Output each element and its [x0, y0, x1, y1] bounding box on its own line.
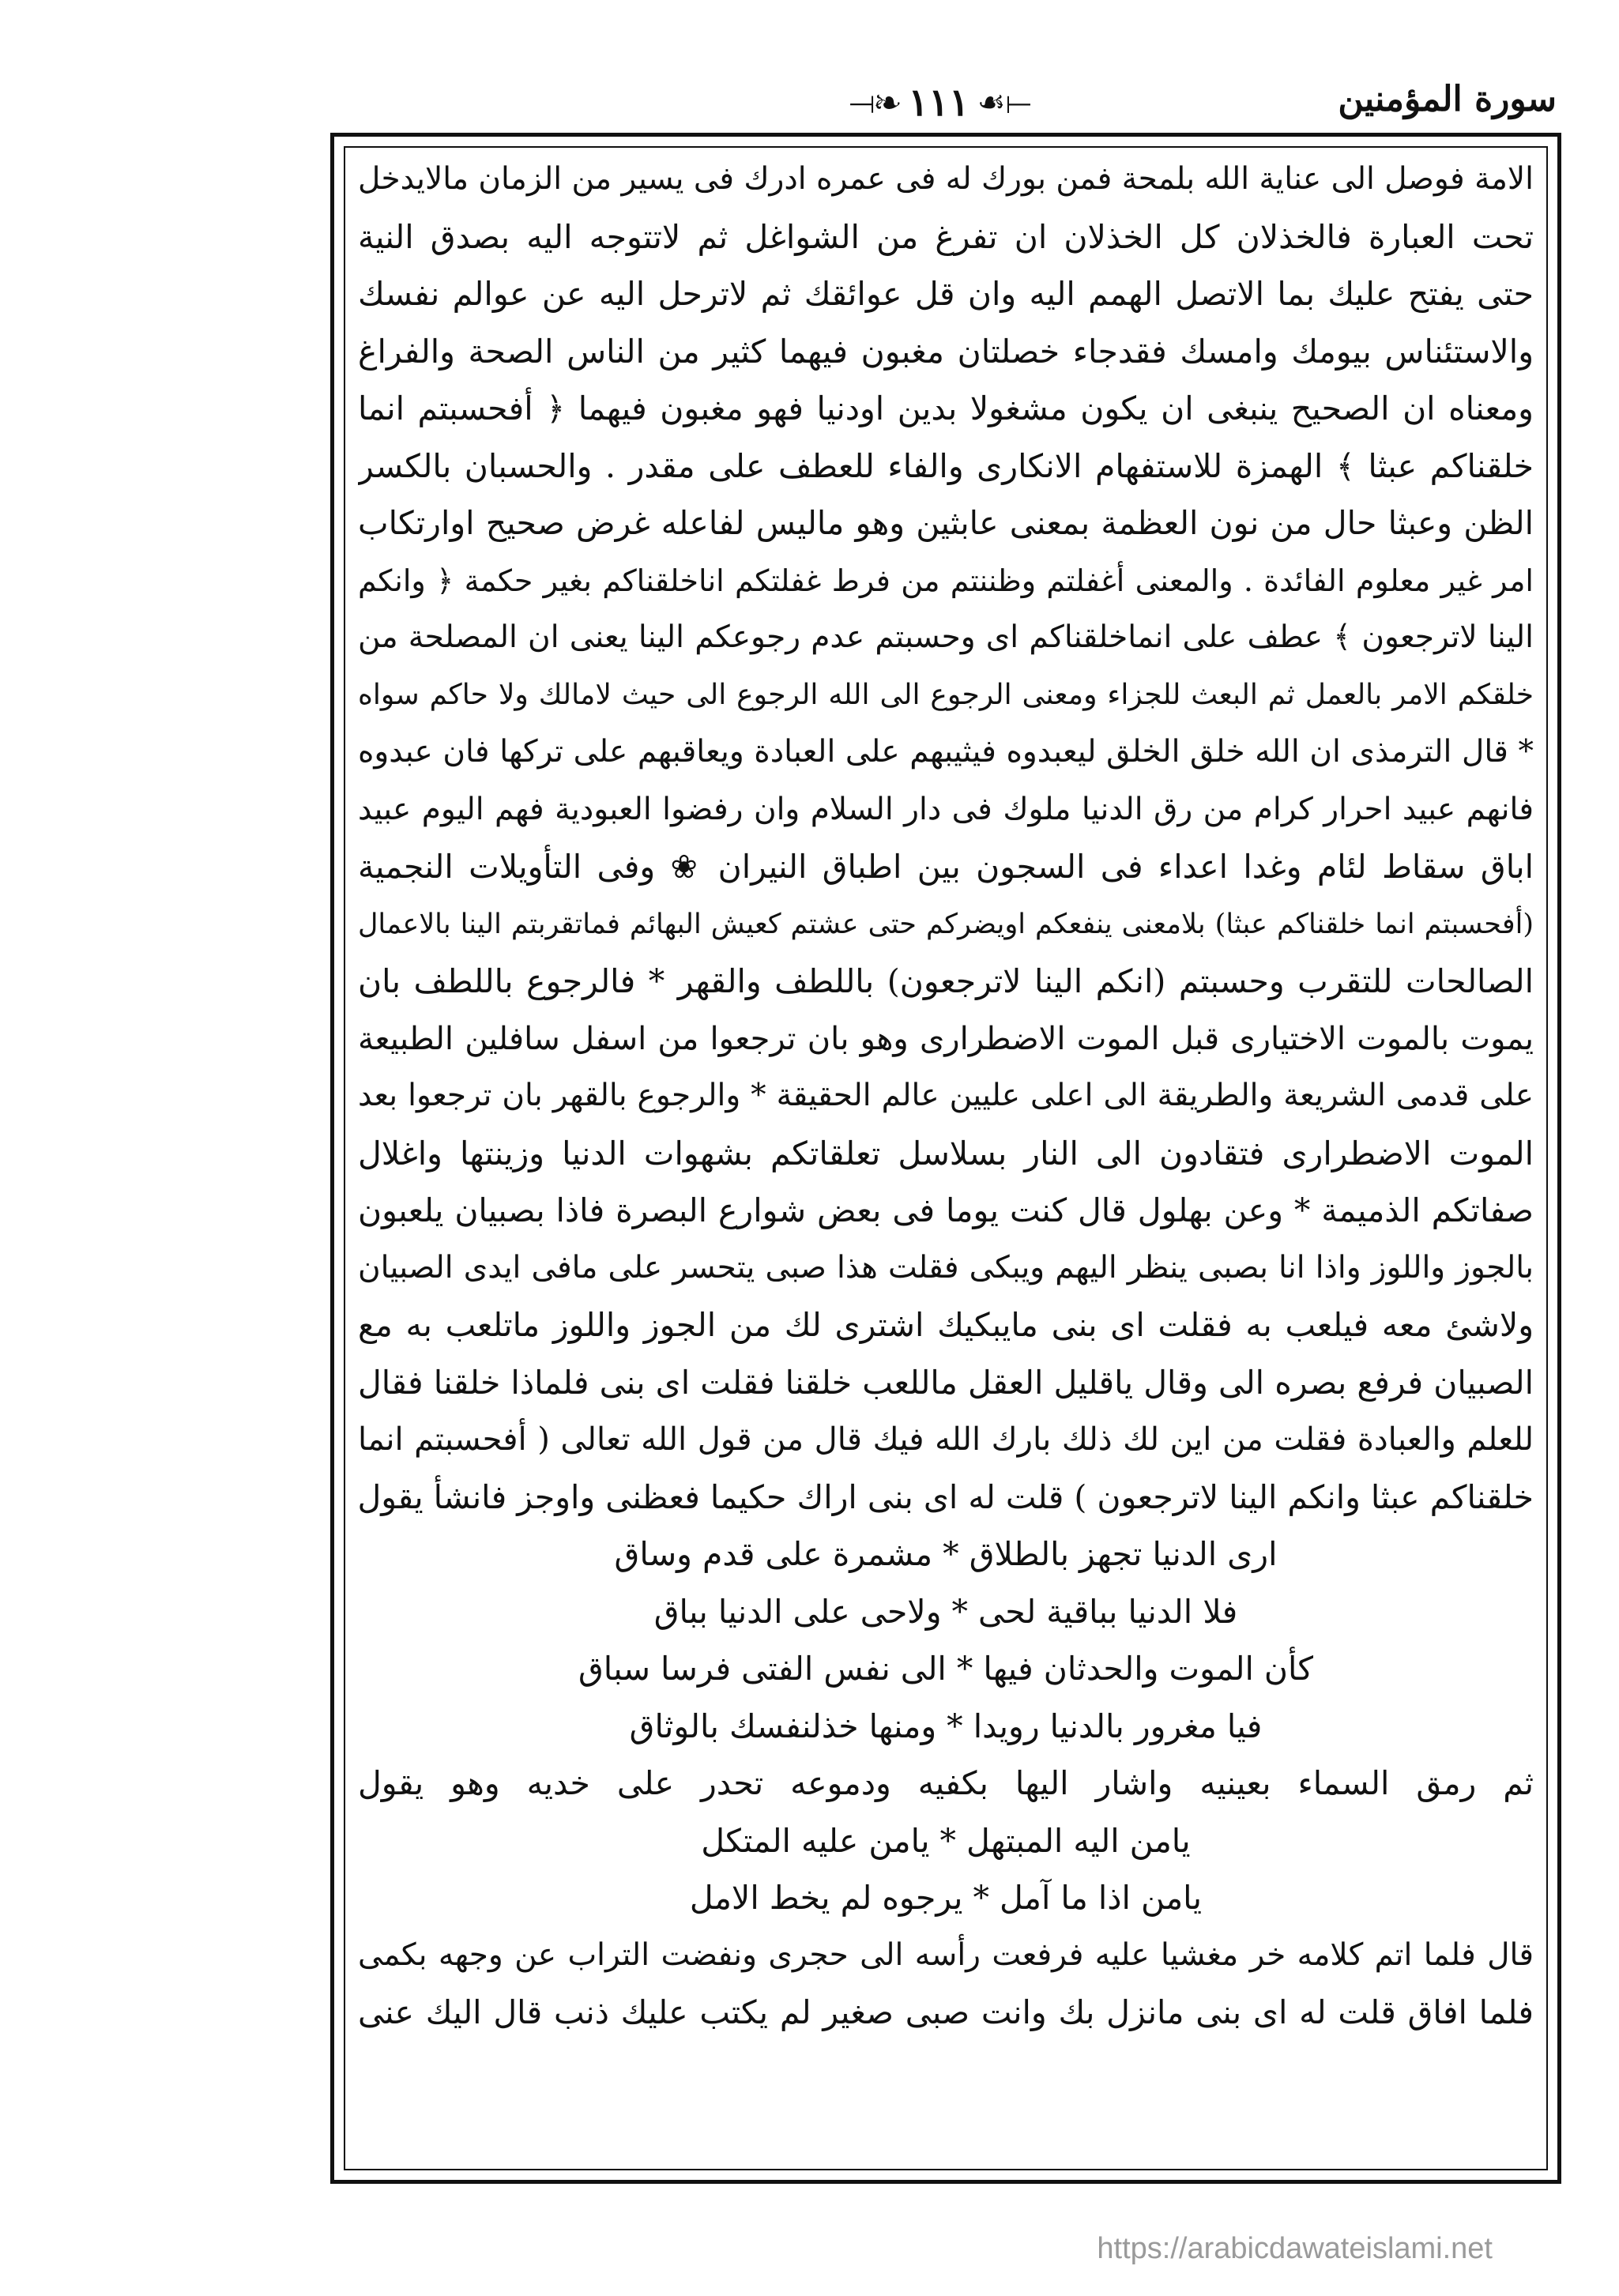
text-line: الينا لاترجعون ﴾ عطف على انماخلقناكم اى وحسبتم عدم رجوعكم الينا يعنى ان المصلحة من [358, 619, 1534, 655]
page-number: ١١١ [908, 81, 970, 125]
text-line: خلقكم الامر بالعمل ثم البعث للجزاء ومعنى الرجوع الى الله الرجوع الى حيث لامالك ولا حاكم سواه [358, 678, 1534, 711]
watermark-url: https://arabicdawateislami.net [1097, 2232, 1493, 2265]
page-number-group [766, 77, 1114, 128]
text-line: خلقناكم عبثا ﴾ الهمزة للاستفهام الانكارى والفاء للعطف على مقدر . والحسبان بالكسر [358, 446, 1534, 485]
text-line: صفاتكم الذميمة * وعن بهلول قال كنت يوما فى بعض شوارع البصرة فاذا بصبيان يلعبون [358, 1191, 1534, 1229]
ornament-right-icon: ☙⟝ [977, 85, 1032, 121]
text-line: ثم رمق السماء بعينيه واشار اليها بكفيه ودموعه تحدر على خديه وهو يقول [358, 1764, 1534, 1802]
text-line: ومعناه ان الصحيح ينبغى ان يكون مشغولا بدين اودنيا فهو مغبون فيهما ﴿ أفحسبتم انما [358, 390, 1534, 427]
text-line: الصالحات للتقرب وحسبتم (انكم الينا لاترجعون) باللطف والقهر * فالرجوع باللطف بان [358, 962, 1534, 1000]
poem-verse: فلا الدنيا بباقية لحى * ولاحى على الدنيا بباق [653, 1592, 1238, 1631]
text-line: تحت العبارة فالخذلان كل الخذلان ان تفرغ من الشواغل ثم لاتتوجه اليه بصدق النية [358, 217, 1534, 256]
text-line: والاستئناس بيومك وامسك فقدجاء خصلتان مغبون فيهما كثير من الناس الصحة والفراغ [358, 332, 1534, 371]
page-header [324, 73, 1557, 136]
text-frame [330, 133, 1561, 2184]
poem-verse: يامن اذا ما آمل * يرجوه لم يخط الامل [689, 1879, 1203, 1917]
text-line: الموت الاضطرارى فتقادون الى النار بسلاسل تعلقاتكم بشهوات الدنيا وزينتها واغلال [358, 1134, 1534, 1172]
text-line: امر غير معلوم الفائدة . والمعنى أغفلتم وظننتم من فرط غفلتكم اناخلقناكم بغير حكمة ﴿ وانكم [358, 563, 1534, 598]
text-line: بالجوز واللوز واذا انا بصبى ينظر اليهم ويبكى فقلت هذا صبى يتحسر على مافى ايدى الصبيان [358, 1249, 1534, 1285]
poem-verse: يامن اليه المبتهل * يامن عليه المتكل [701, 1821, 1191, 1860]
poem-verse: فيا مغرور بالدنيا رويدا * ومنها خذلنفسك بالوثاق [629, 1707, 1263, 1745]
text-line: فلما افاق قلت له اى بنى مانزل بك وانت صبى صغير لم يكتب عليك ذنب قال اليك عنى [358, 1993, 1534, 2031]
surah-title: سورة المؤمنين [1338, 79, 1557, 119]
text-line: يموت بالموت الاختيارى قبل الموت الاضطرارى وهو بان ترجعوا من اسفل سافلين الطبيعة [358, 1020, 1534, 1057]
text-line: (أفحسبتم انما خلقناكم عبثا) بلامعنى ينفعكم اويضركم حتى عشتم كعيش البهائم فماتقربتم الينا بالاعمال [358, 908, 1534, 940]
text-line: ولاشئ معه فيلعب به فقلت اى بنى مايبكيك اشترى لك من الجوز واللوز ماتلعب به مع [358, 1306, 1534, 1344]
text-line: الامة فوصل الى عناية الله بلمحة فمن بورك له فى عمره ادرك فى يسير من الزمان مالايدخل [358, 161, 1534, 197]
text-body [358, 151, 1534, 2169]
text-line: اباق سقاط لئام وغدا اعداء فى السجون بين اطباق النيران ❀ وفى التأويلات النجمية [358, 848, 1534, 886]
text-line: الصبيان فرفع بصره الى وقال ياقليل العقل ماللعب خلقنا فقلت اى بنى فلماذا خلقنا فقال [358, 1363, 1534, 1402]
text-line: على قدمى الشريعة والطريقة الى اعلى عليين عالم الحقيقة * والرجوع بالقهر بان ترجعوا بعد [358, 1078, 1534, 1113]
text-line: فانهم عبيد احرار كرام من رق الدنيا ملوك فى دار السلام وان رفضوا العبودية فهم اليوم عبيد [358, 791, 1534, 827]
text-line: خلقناكم عبثا وانكم الينا لاترجعون ) قلت له اى بنى اراك حكيما فعظنى واوجز فانشأ يقول [358, 1477, 1534, 1516]
text-line: الظن وعبثا حال من نون العظمة بمعنى عابثين وهو ماليس لفاعله غرض صحيح اوارتكاب [358, 504, 1534, 542]
poem-verse: ارى الدنيا تجهز بالطلاق * مشمرة على قدم وساق [614, 1535, 1278, 1573]
poem-verse: كأن الموت والحدثان فيها * الى نفس الفتى فرسا سباق [578, 1650, 1314, 1688]
text-line: قال فلما اتم كلامه خر مغشيا عليه فرفعت رأسه الى حجرى ونفضت التراب عن وجهه بكمى [358, 1937, 1534, 1973]
ornament-left-icon: ⟞❧ [849, 85, 901, 121]
text-line: حتى يفتح عليك بما الاتصل الهمم اليه وان قل عوائقك ثم لاترحل اليه عن عوالم نفسك [358, 275, 1534, 313]
text-line: * قال الترمذى ان الله خلق الخلق ليعبدوه فيثيبهم على العبادة ويعاقبهم على تركها فان عبدوه [358, 734, 1534, 770]
text-line: للعلم والعبادة فقلت من اين لك ذلك بارك الله فيك قال من قول الله تعالى ( أفحسبتم انما [358, 1421, 1534, 1458]
